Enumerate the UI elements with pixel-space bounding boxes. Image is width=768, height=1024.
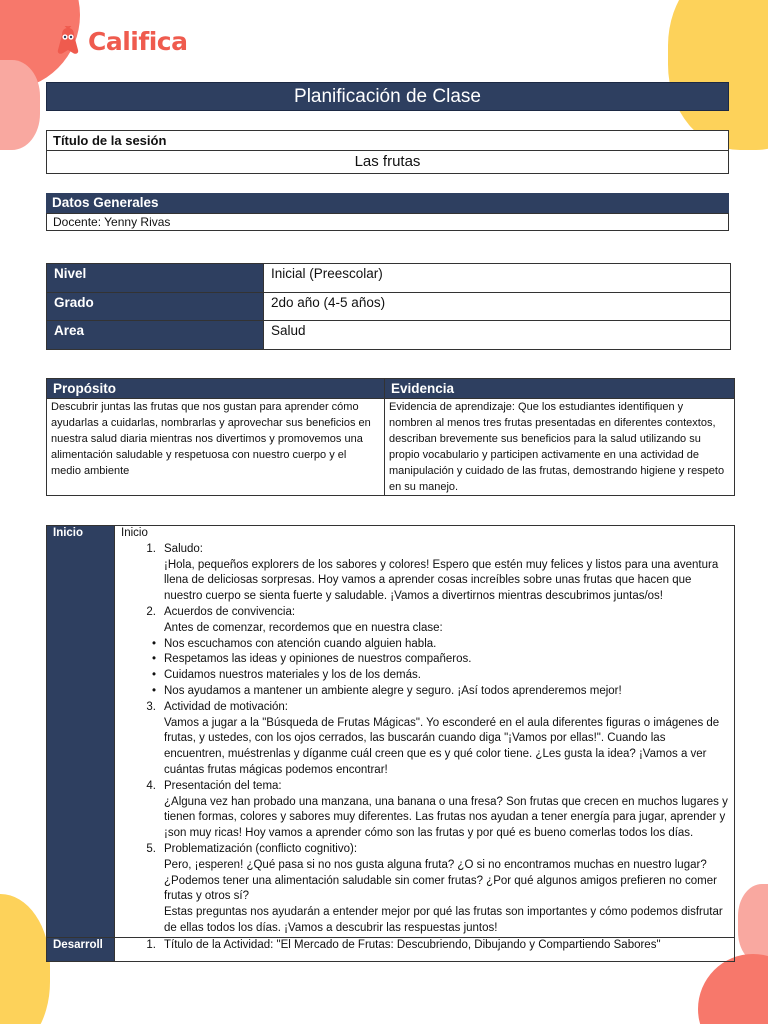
list-body: ¡Hola, pequeños explorers de los sabores y colores! Espero que estén muy felices y listos para una aventura llena de deliciosas sorpresas. Hoy vamos a aprender cosas increíbles sobre unas frutas que hacen que nuestro cuerpo se sienta fuerte y saludable. ¡Vamos a divertirnos mientras descubrimos juntas/os! <box>164 558 719 603</box>
bullet-icon: • <box>151 653 156 666</box>
logo-text: Califica <box>88 26 188 56</box>
decorative-blob <box>0 894 50 1024</box>
list-item <box>121 605 728 621</box>
bullet-icon: • <box>151 637 156 650</box>
bullet-icon: • <box>151 684 156 697</box>
session-title-label: Título de la sesión <box>46 130 729 151</box>
table-row <box>47 292 731 321</box>
list-body: Estas preguntas nos ayudarán a entender mejor por qué las frutas son importantes y cómo podemos disfrutar de ellas todos los días. ¡Vamos a descubrir las respuestas juntos! <box>164 906 723 934</box>
list-body: Pero, ¡esperen! ¿Qué pasa si no nos gusta alguna fruta? ¿O si no encontramos muchas en nuestro lugar? ¿Podemos tener una alimentación saludable sin comer frutas? ¿Por qué algunos amigos prefieren no comer frutas y otros sí? <box>164 858 717 903</box>
evidencia-text: Evidencia de aprendizaje: Que los estudiantes identifiquen y nombren al menos tres frutas presentadas en diferentes contextos, describan brevemente sus beneficios para la salud utilizando su propio vocabulario y participen activamente en una actividad de manipulación y cuidado de las frutas, demostrando higiene y respeto en su manejo. <box>385 399 735 496</box>
list-title: Saludo: <box>164 542 204 555</box>
bullet-item <box>121 684 728 700</box>
bullet-text: Cuidamos nuestros materiales y los de los demás. <box>164 669 421 682</box>
list-item <box>121 542 728 558</box>
list-number: 1. <box>146 542 156 555</box>
list-item <box>121 779 728 795</box>
info-value: 2do año (4-5 años) <box>264 292 731 321</box>
decorative-blob <box>0 60 40 150</box>
list-number: 3. <box>146 700 156 713</box>
califica-logo <box>54 26 188 56</box>
table-row <box>47 526 735 938</box>
info-value: Salud <box>264 321 731 350</box>
evidencia-header: Evidencia <box>385 379 735 399</box>
desarrollo-label: Desarroll <box>47 937 115 961</box>
datos-generales-header: Datos Generales <box>46 193 729 213</box>
bullet-item <box>121 637 728 653</box>
califica-mascot-icon <box>54 26 82 56</box>
inicio-heading: Inicio <box>121 527 148 539</box>
table-header-row <box>47 379 735 399</box>
bullet-item <box>121 668 728 684</box>
list-title: Título de la Actividad: "El Mercado de Frutas: Descubriendo, Dibujando y Compartiendo Sabores" <box>164 938 661 951</box>
list-title: Problematización (conflicto cognitivo): <box>164 842 358 855</box>
list-item <box>121 842 728 858</box>
list-item <box>121 700 728 716</box>
decorative-blob <box>738 884 768 964</box>
inicio-label: Inicio <box>47 526 115 938</box>
info-key: Nivel <box>47 264 264 293</box>
proposito-text: Descubrir juntas las frutas que nos gustan para aprender cómo ayudarlas a cuidarlas, nombrarlas y aprovechar sus beneficios en nuestra salud diaria mientras nos divertimos y promovemos una alimentación saludable y respetuosa con nuestro cuerpo y el medio ambiente <box>47 399 385 496</box>
info-key: Grado <box>47 292 264 321</box>
table-row <box>47 399 735 496</box>
info-key: Area <box>47 321 264 350</box>
list-title: Actividad de motivación: <box>164 700 289 713</box>
list-title: Acuerdos de convivencia: <box>164 605 296 618</box>
desarrollo-content <box>115 937 735 961</box>
bullet-icon: • <box>151 669 156 682</box>
list-number: 2. <box>146 605 156 618</box>
page-title: Planificación de Clase <box>46 82 729 111</box>
bullet-text: Respetamos las ideas y opiniones de nuestros compañeros. <box>164 653 472 666</box>
list-number: 1. <box>146 938 156 951</box>
list-number: 5. <box>146 842 156 855</box>
list-item <box>121 938 728 954</box>
info-value: Inicial (Preescolar) <box>264 264 731 293</box>
list-body: ¿Alguna vez han probado una manzana, una banana o una fresa? Son frutas que crecen en muchos lugares y tienen formas, colores y sabores muy diferentes. Las frutas nos ayudan a tener energía para jugar, aprender y ¡son muy ricas! Hoy vamos a aprender cómo son las frutas y por qué es bueno comerlas todos los días. <box>164 795 728 840</box>
proposito-header: Propósito <box>47 379 385 399</box>
docente-field: Docente: Yenny Rivas <box>46 213 729 231</box>
table-row <box>47 321 731 350</box>
list-number: 4. <box>146 779 156 792</box>
plan-table <box>46 525 735 962</box>
list-body: Vamos a jugar a la "Búsqueda de Frutas Mágicas". Yo esconderé en el aula diferentes figuras o imágenes de frutas, y ustedes, con los ojos cerrados, las buscarán cuando diga "¡Vamos por ellas!". Cuando las encuentren, muéstrenlas y díganme cuál creen que es y qué color tiene. ¿Les gusta la idea? ¡Vamos a ver cuántas frutas mágicas podemos encontrar! <box>164 716 720 776</box>
table-row <box>47 264 731 293</box>
bullet-item <box>121 652 728 668</box>
decorative-blob <box>668 0 768 150</box>
decorative-blob <box>698 954 768 1024</box>
table-row <box>47 937 735 961</box>
bullet-text: Nos ayudamos a mantener un ambiente alegre y seguro. ¡Así todos aprenderemos mejor! <box>164 684 622 697</box>
list-body: Antes de comenzar, recordemos que en nuestra clase: <box>164 621 443 634</box>
inicio-content <box>115 526 735 938</box>
list-title: Presentación del tema: <box>164 779 282 792</box>
bullet-text: Nos escuchamos con atención cuando alguien habla. <box>164 637 437 650</box>
info-table <box>46 263 731 350</box>
session-title-value: Las frutas <box>46 151 729 174</box>
proposito-evidencia-table <box>46 378 735 496</box>
